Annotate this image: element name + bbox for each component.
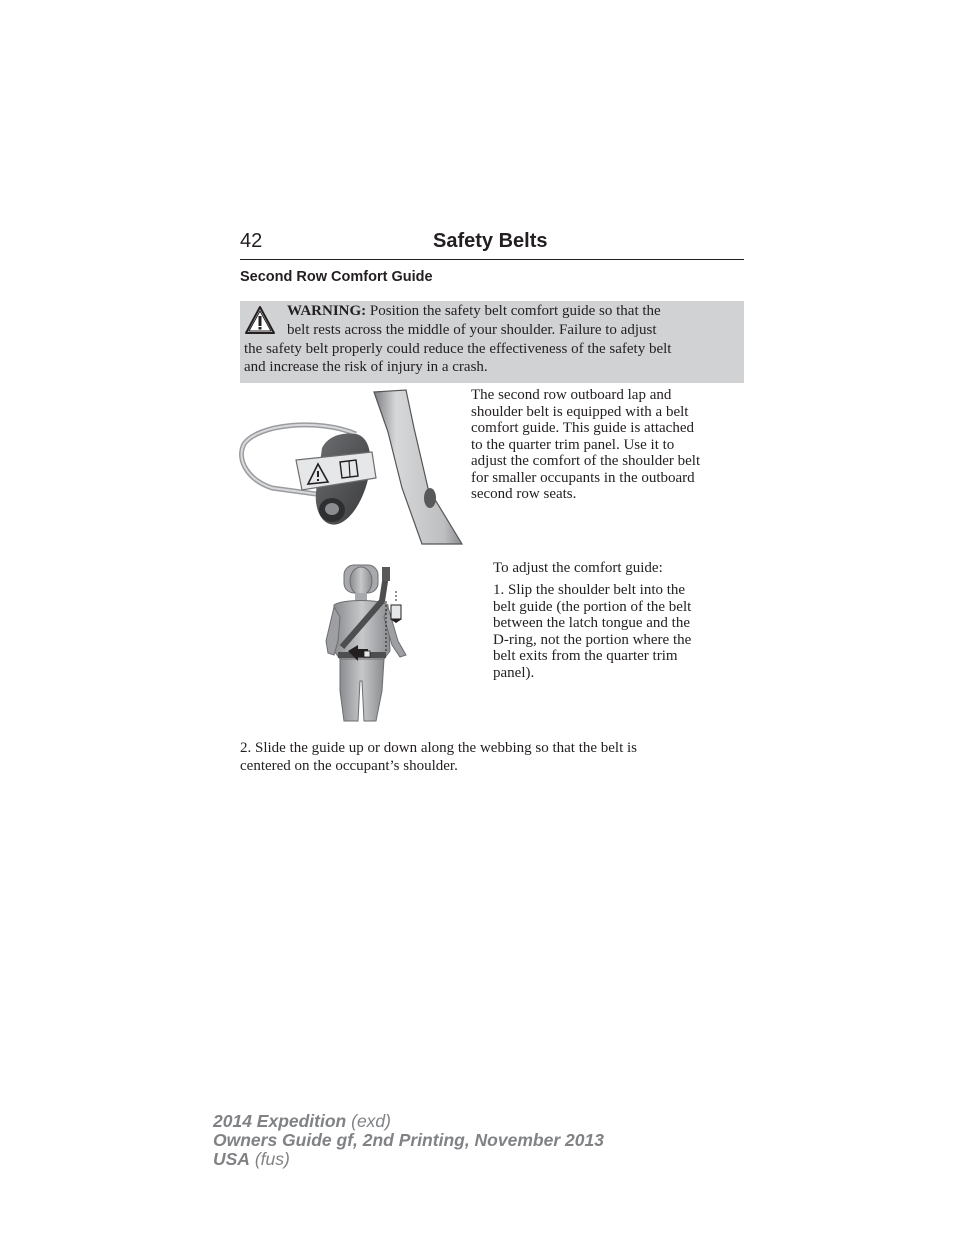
step-1-line-3: between the latch tongue and the bbox=[493, 615, 691, 631]
footer-printing: Owners Guide gf, 2nd Printing, November 2013 bbox=[213, 1130, 604, 1150]
footer-line-3 bbox=[213, 1150, 604, 1169]
intro-paragraph bbox=[471, 387, 700, 503]
step-1-line-6: panel). bbox=[493, 664, 535, 681]
section-title: Second Row Comfort Guide bbox=[240, 269, 433, 285]
step-2 bbox=[240, 740, 637, 775]
warning-label: WARNING: bbox=[287, 303, 367, 319]
intro-line-5: adjust the comfort of the shoulder belt bbox=[471, 453, 701, 469]
step-2-line-1: 2. Slide the guide up or down along the webbing so that the belt is bbox=[240, 740, 638, 756]
adjust-intro: To adjust the comfort guide: bbox=[493, 560, 663, 576]
intro-line-4: to the quarter trim panel. Use it to bbox=[471, 436, 675, 453]
footer-market: USA bbox=[213, 1149, 250, 1169]
footer-market-code: (fus) bbox=[254, 1149, 290, 1169]
intro-line-2: shoulder belt is equipped with a belt bbox=[471, 403, 689, 420]
step-2-line-2: centered on the occupant’s shoulder. bbox=[240, 757, 458, 774]
page-title: Safety Belts bbox=[433, 230, 548, 252]
intro-line-1: The second row outboard lap and bbox=[471, 387, 672, 403]
step-1-line-4: D-ring, not the portion where the bbox=[493, 631, 692, 648]
step-1-line-1: 1. Slip the shoulder belt into the bbox=[493, 582, 686, 598]
comfort-guide-illustration bbox=[238, 388, 466, 546]
warning-line-1 bbox=[287, 302, 661, 321]
footer-model-code: (exd) bbox=[351, 1111, 391, 1131]
header-rule bbox=[240, 259, 744, 260]
step-1-line-5: belt exits from the quarter trim bbox=[493, 648, 678, 664]
occupant-belt-illustration bbox=[320, 561, 412, 723]
intro-line-6: for smaller occupants in the outboard bbox=[471, 469, 695, 486]
intro-line-3: comfort guide. This guide is attached bbox=[471, 420, 695, 436]
footer-line-2 bbox=[213, 1131, 604, 1150]
warning-line-3: the safety belt properly could reduce the effectiveness of the safety belt bbox=[244, 340, 672, 357]
page-number: 42 bbox=[240, 230, 263, 252]
warning-line-4: and increase the risk of injury in a crash. bbox=[244, 359, 488, 375]
warning-triangle-icon bbox=[244, 305, 276, 335]
step-1 bbox=[493, 582, 691, 681]
step-1-line-2: belt guide (the portion of the belt bbox=[493, 598, 692, 615]
footer bbox=[213, 1112, 604, 1169]
footer-line-1 bbox=[213, 1112, 604, 1131]
warning-text-1: Position the safety belt comfort guide so that the bbox=[369, 303, 661, 319]
warning-line-2: belt rests across the middle of your shoulder. Failure to adjust bbox=[287, 322, 657, 338]
intro-line-7: second row seats. bbox=[471, 486, 577, 502]
footer-model: 2014 Expedition bbox=[213, 1111, 347, 1131]
